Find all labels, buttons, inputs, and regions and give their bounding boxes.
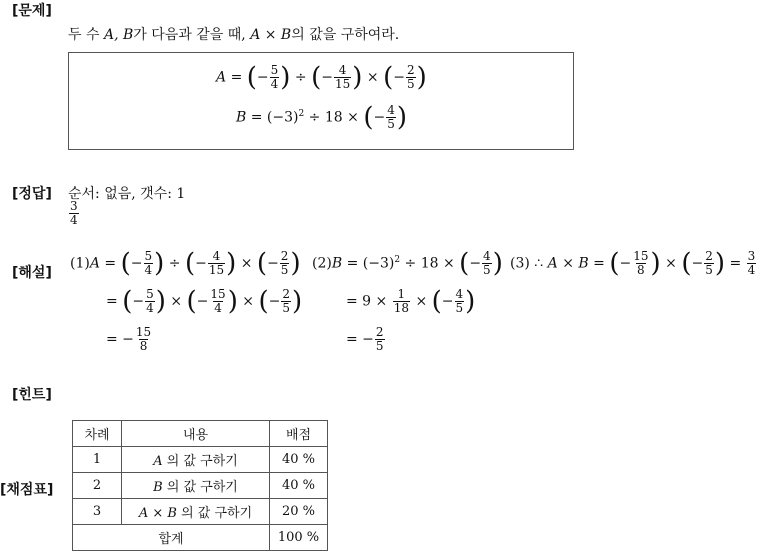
solution-part2-line3: = − $\frac{2}{5}$ bbox=[346, 325, 384, 353]
equation-a: A = (− $\frac{5}{4}$ ) ÷ (− $\frac{4}{15}$ ) × (− $\frac{2}{5}$ ) bbox=[216, 62, 427, 93]
solution-part3: (3) ∴ A × B = (− $\frac{15}{8}$ ) × (− $\frac{2}{5}$ ) = $\frac{3}{4}$ bbox=[510, 248, 756, 279]
solution-part2-line1: $(2)B = (-3)^2 \div 18$ × (− $\frac{4}{5}$ ) bbox=[312, 248, 503, 279]
answer-value: $\frac{3}{4}$ bbox=[70, 199, 78, 227]
table-row: 3 A × B 의 값 구하기 20 % bbox=[73, 499, 328, 525]
solution-part1-line3: = − $\frac{15}{8}$ bbox=[106, 325, 152, 353]
header-content: 내용 bbox=[122, 421, 270, 447]
table-header-row bbox=[73, 421, 328, 447]
table-total-row bbox=[73, 525, 328, 551]
header-score: 배점 bbox=[270, 421, 328, 447]
total-label: 합계 bbox=[73, 525, 270, 551]
header-order: 차례 bbox=[73, 421, 122, 447]
table-row: 1 A 의 값 구하기 40 % bbox=[73, 447, 328, 473]
solution-part2-line2: = 9 × $\frac{1}{18}$ × (− $\frac{4}{5}$ ) bbox=[346, 286, 476, 317]
equation-b: $B = (-3)^2 \div 18$ × (− $\frac{4}{5}$ ) bbox=[236, 102, 407, 133]
solution-part1-line1: (1)A = (− $\frac{5}{4}$ ) ÷ (− $\frac{4}{15}$ ) × (− $\frac{2}{5}$ ) bbox=[70, 248, 301, 279]
total-score: 100 % bbox=[270, 525, 328, 551]
solution-label: [해설] bbox=[12, 265, 52, 281]
table-row: 2 B 의 값 구하기 40 % bbox=[73, 473, 328, 499]
problem-statement: 두 수 A, B가 다음과 같을 때, A × B의 값을 구하여라. bbox=[68, 27, 400, 43]
problem-label: [문제] bbox=[12, 3, 52, 19]
solution-part1-line2: = (− $\frac{5}{4}$ ) × (− $\frac{15}{4}$ ) × (− $\frac{2}{5}$ ) bbox=[106, 286, 303, 317]
rubric-label: [채점표] bbox=[0, 482, 54, 498]
hint-label: [힌트] bbox=[12, 387, 52, 403]
answer-meta: 순서: 없음, 갯수: 1 bbox=[68, 186, 186, 202]
rubric-table bbox=[72, 420, 328, 551]
answer-label: [정답] bbox=[12, 186, 52, 202]
